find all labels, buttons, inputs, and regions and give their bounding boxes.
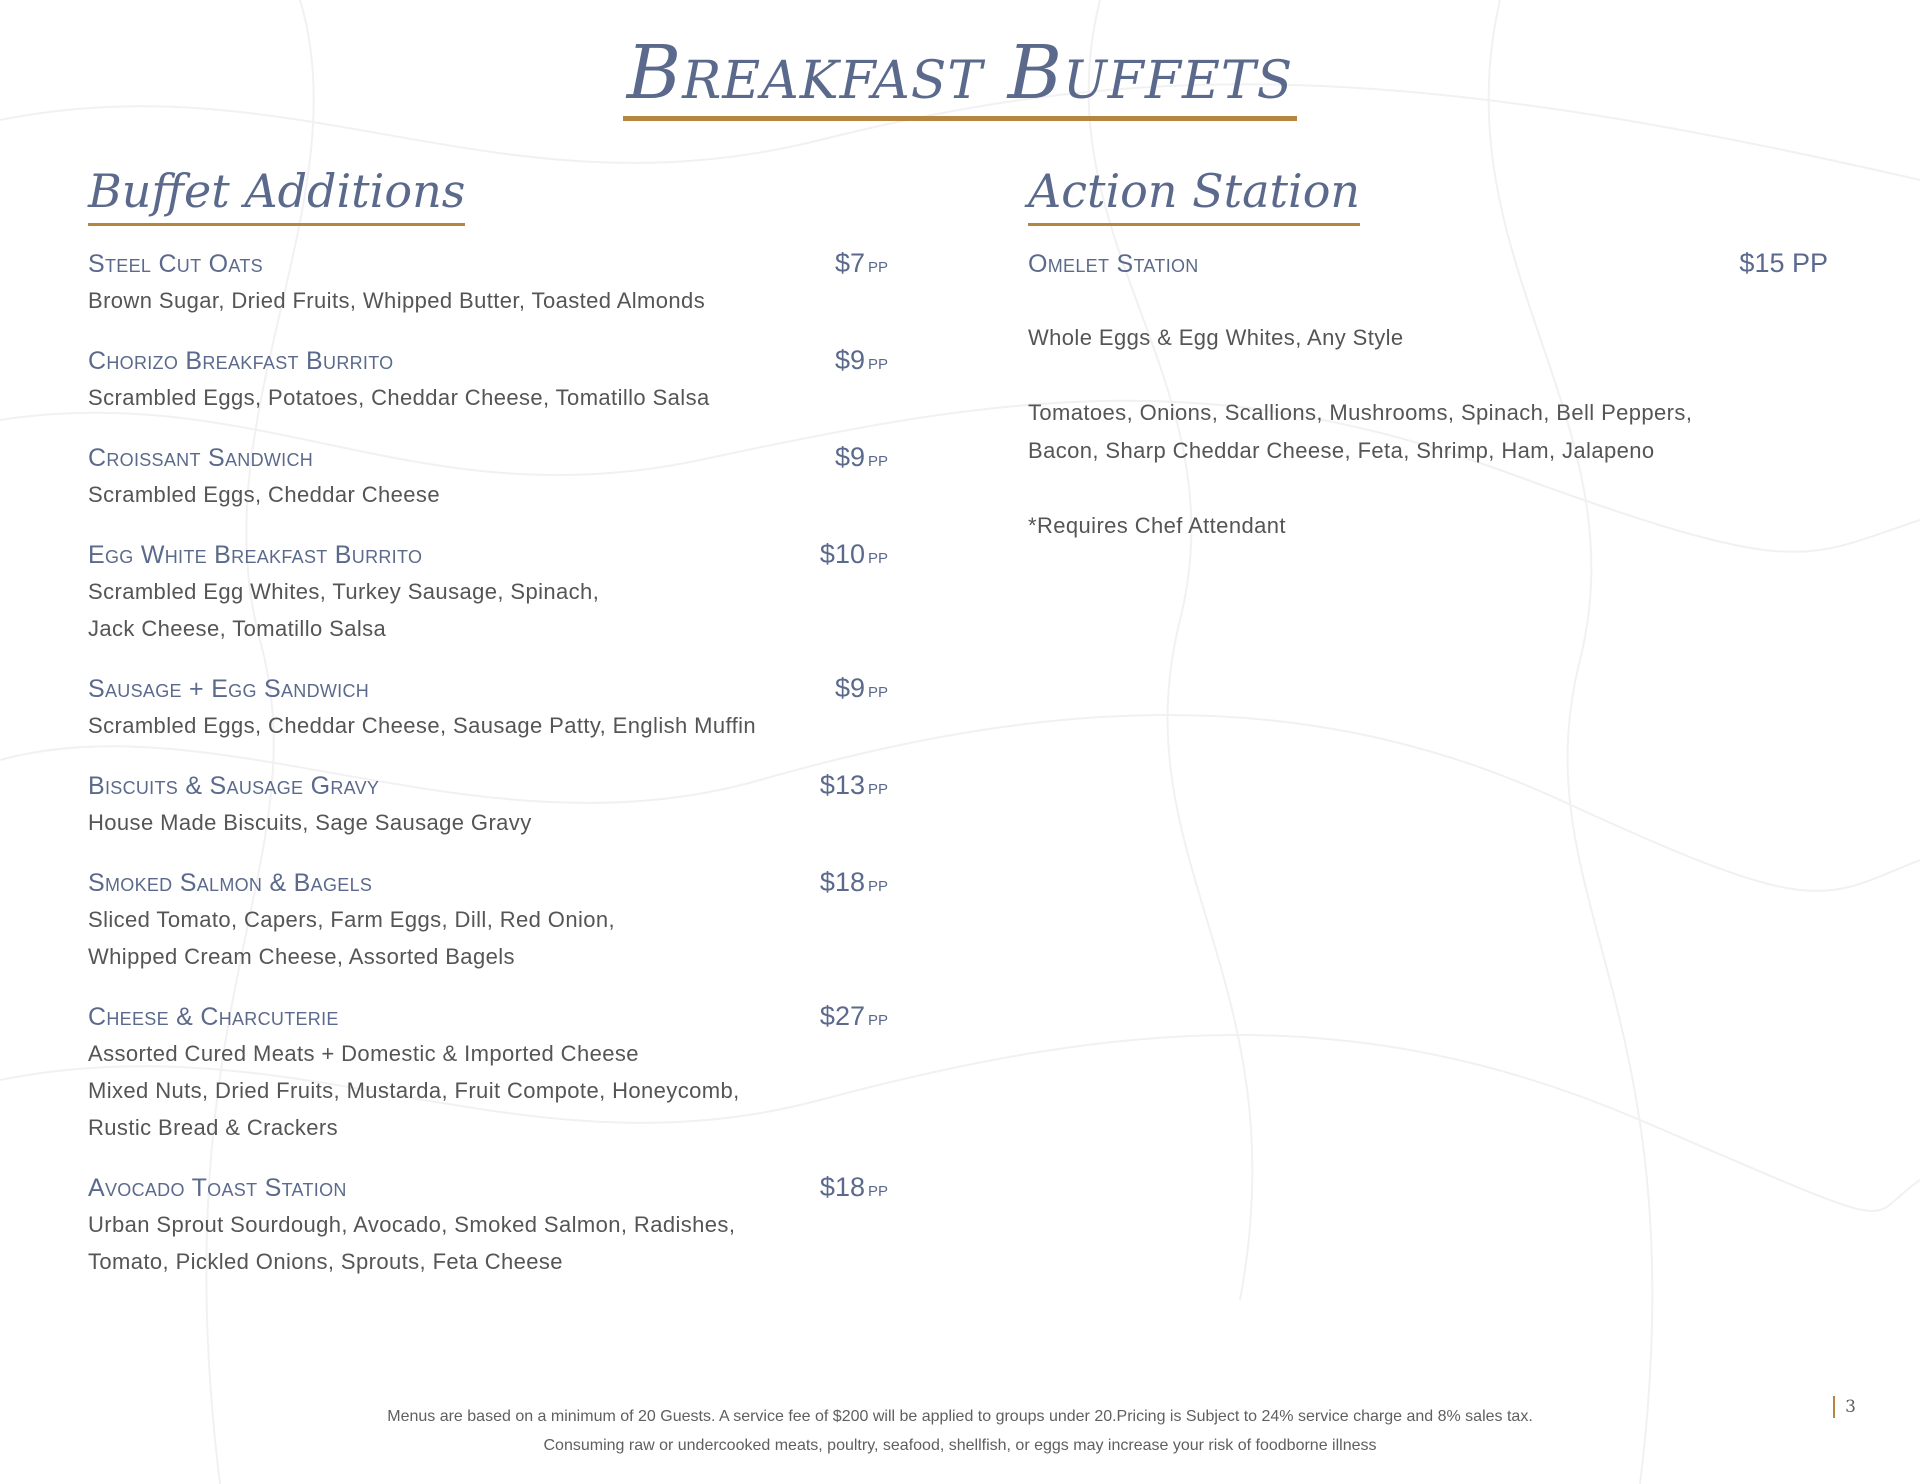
menu-item [88,345,888,416]
menu-item-name: Croissant Sandwich [88,444,314,472]
action-station-panel [1028,248,1828,545]
menu-item-price-value: $27 [819,1001,865,1031]
menu-item-header [88,248,888,282]
buffet-additions-list [88,248,888,1306]
menu-item-name: Smoked Salmon & Bagels [88,869,373,897]
menu-item-description: Sliced Tomato, Capers, Farm Eggs, Dill, Red Onion, [88,907,616,932]
menu-item-header [88,673,888,707]
menu-item-description: Scrambled Egg Whites, Turkey Sausage, Spinach, [88,579,600,604]
menu-item-description: Scrambled Eggs, Cheddar Cheese [88,482,440,507]
menu-item-description: House Made Biscuits, Sage Sausage Gravy [88,810,532,835]
menu-item-price-unit: pp [867,254,888,277]
menu-item [88,1001,888,1146]
menu-item-price-unit: pp [867,679,888,702]
menu-item-price-value: $13 [819,770,865,800]
menu-item-header [88,1001,888,1035]
menu-item [88,539,888,647]
menu-item-price-unit: pp [867,351,888,374]
menu-item-price-value: $7 [834,248,865,278]
omelet-station-price: $15 PP [1739,248,1828,278]
menu-item [88,248,888,319]
menu-item-price-unit: pp [867,545,888,568]
menu-item-price-unit: pp [867,873,888,896]
chef-attendant-note: *Requires Chef Attendant [1028,513,1286,538]
menu-item-price [835,673,888,704]
omelet-station-row [1028,248,1828,282]
menu-item-price [835,248,888,279]
menu-item-name: Egg White Breakfast Burrito [88,541,423,569]
menu-item-description: Rustic Bread & Crackers [88,1115,339,1140]
menu-item-header [88,770,888,804]
menu-item-description: Brown Sugar, Dried Fruits, Whipped Butter, Toasted Almonds [88,288,706,313]
buffet-additions-heading: Buffet Additions [88,166,465,226]
menu-item-description: Mixed Nuts, Dried Fruits, Mustarda, Fruit Compote, Honeycomb, [88,1078,740,1103]
action-station-heading: Action Station [1028,166,1360,226]
menu-item-price-value: $9 [834,442,865,472]
menu-item-name: Steel Cut Oats [88,250,263,278]
page-title [0,30,1920,121]
menu-item-header [88,1172,888,1206]
menu-item-price-unit: pp [867,776,888,799]
footer-line-2: Consuming raw or undercooked meats, poultry, seafood, shellfish, or eggs may increase your risk of foodborne illness [543,1437,1377,1454]
menu-item-description: Assorted Cured Meats + Domestic & Imported Cheese [88,1041,639,1066]
menu-item [88,442,888,513]
menu-item-price-unit: pp [867,1178,888,1201]
omelet-toppings-line-1: Tomatoes, Onions, Scallions, Mushrooms, Spinach, Bell Peppers, [1028,400,1693,425]
menu-item-header [88,539,888,573]
menu-item-description: Tomato, Pickled Onions, Sprouts, Feta Cheese [88,1249,563,1274]
menu-item [88,1172,888,1280]
page-number: 3 [1833,1396,1856,1418]
menu-item-price [835,345,888,376]
menu-item [88,673,888,744]
footer-line-1: Menus are based on a minimum of 20 Guests. A service fee of $200 will be applied to groups under 20.Pricing is Subject to 24% service charge and 8% sales tax. [387,1408,1533,1425]
menu-item-price-value: $18 [819,1172,865,1202]
menu-item-header [88,345,888,379]
page-title-text: Breakfast Buffets [623,36,1297,121]
menu-item-description: Whipped Cream Cheese, Assorted Bagels [88,944,515,969]
menu-item-header [88,867,888,901]
menu-item-price [820,1001,888,1032]
menu-item-name: Avocado Toast Station [88,1174,347,1202]
menu-item-price-value: $9 [834,345,865,375]
menu-item-price-unit: pp [867,448,888,471]
omelet-style-line: Whole Eggs & Egg Whites, Any Style [1028,325,1404,350]
menu-item-price [820,539,888,570]
menu-item [88,770,888,841]
menu-item-description: Scrambled Eggs, Cheddar Cheese, Sausage Patty, English Muffin [88,713,757,738]
menu-item-price [820,867,888,898]
menu-item-price-unit: pp [867,1007,888,1030]
menu-item-name: Biscuits & Sausage Gravy [88,772,380,800]
menu-item-price-value: $9 [834,673,865,703]
menu-item-price-value: $10 [819,539,865,569]
menu-item-description: Urban Sprout Sourdough, Avocado, Smoked Salmon, Radishes, [88,1212,736,1237]
menu-item-name: Cheese & Charcuterie [88,1003,339,1031]
menu-item [88,867,888,975]
menu-item-price [835,442,888,473]
menu-item-description: Jack Cheese, Tomatillo Salsa [88,616,387,641]
menu-item-price-value: $18 [819,867,865,897]
omelet-toppings-line-2: Bacon, Sharp Cheddar Cheese, Feta, Shrimp, Ham, Jalapeno [1028,438,1655,463]
menu-item-name: Chorizo Breakfast Burrito [88,347,394,375]
menu-item-price [820,770,888,801]
menu-item-name: Sausage + Egg Sandwich [88,675,370,703]
footer [0,1402,1920,1460]
menu-item-header [88,442,888,476]
menu-item-price [820,1172,888,1203]
omelet-station-name: Omelet Station [1028,250,1199,278]
menu-item-description: Scrambled Eggs, Potatoes, Cheddar Cheese, Tomatillo Salsa [88,385,710,410]
